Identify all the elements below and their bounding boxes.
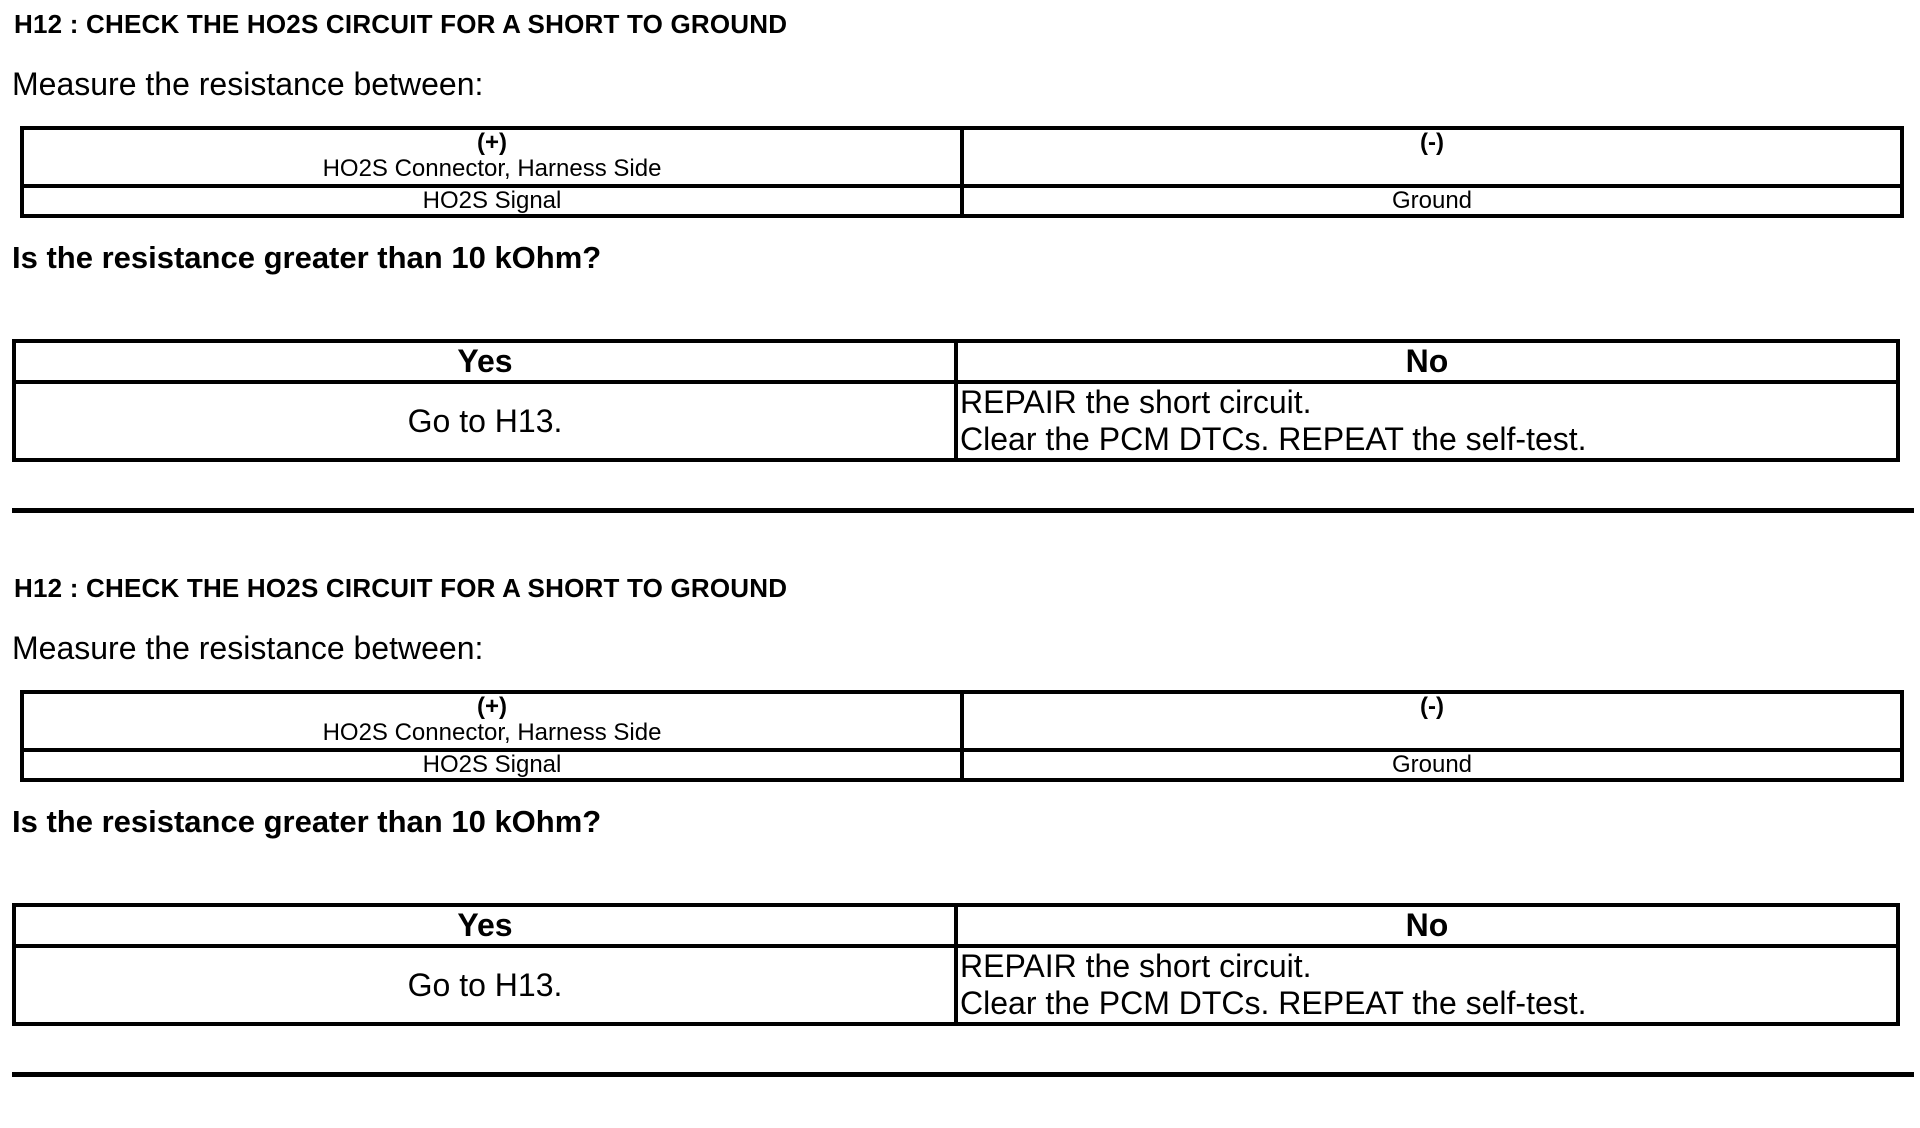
measurement-value-row xyxy=(22,186,1902,216)
measurement-header-row xyxy=(22,692,1902,750)
result-action-row xyxy=(14,382,1898,460)
instruction-text: Measure the resistance between: xyxy=(12,630,484,666)
section-divider xyxy=(12,1072,1914,1077)
step-section xyxy=(0,564,1920,1128)
plus-probe-value: HO2S Signal xyxy=(22,186,962,216)
measurement-table xyxy=(20,690,1904,782)
no-action-line: Clear the PCM DTCs. REPEAT the self-test. xyxy=(960,421,1587,457)
plus-probe-location: HO2S Connector, Harness Side xyxy=(322,155,662,182)
section-divider xyxy=(12,508,1914,513)
question-text: Is the resistance greater than 10 kOhm? xyxy=(12,804,602,839)
plus-probe-header xyxy=(22,128,962,186)
plus-probe-location: HO2S Connector, Harness Side xyxy=(322,719,662,746)
yes-action: Go to H13. xyxy=(14,382,956,460)
measurement-table xyxy=(20,126,1904,218)
minus-probe-header xyxy=(962,692,1902,750)
no-action-line: REPAIR the short circuit. xyxy=(960,948,1312,984)
result-table xyxy=(12,903,1900,1026)
result-action-row xyxy=(14,946,1898,1024)
minus-symbol: (-) xyxy=(1420,129,1444,156)
plus-probe-header xyxy=(22,692,962,750)
question-text: Is the resistance greater than 10 kOhm? xyxy=(12,240,602,275)
plus-symbol: (+) xyxy=(477,693,507,720)
step-title: H12 : CHECK THE HO2S CIRCUIT FOR A SHORT TO GROUND xyxy=(14,9,788,39)
result-table xyxy=(12,339,1900,462)
measurement-header-row xyxy=(22,128,1902,186)
result-header-row xyxy=(14,341,1898,382)
minus-probe-value: Ground xyxy=(962,750,1902,780)
minus-symbol: (-) xyxy=(1420,693,1444,720)
step-title: H12 : CHECK THE HO2S CIRCUIT FOR A SHORT TO GROUND xyxy=(14,573,788,603)
no-action xyxy=(956,946,1898,1024)
no-action xyxy=(956,382,1898,460)
yes-header: Yes xyxy=(14,905,956,946)
measurement-value-row xyxy=(22,750,1902,780)
yes-header: Yes xyxy=(14,341,956,382)
instruction-text: Measure the resistance between: xyxy=(12,66,484,102)
yes-action: Go to H13. xyxy=(14,946,956,1024)
no-action-line: Clear the PCM DTCs. REPEAT the self-test. xyxy=(960,985,1587,1021)
plus-symbol: (+) xyxy=(477,129,507,156)
no-header: No xyxy=(956,905,1898,946)
no-header: No xyxy=(956,341,1898,382)
no-action-line: REPAIR the short circuit. xyxy=(960,384,1312,420)
minus-probe-header xyxy=(962,128,1902,186)
plus-probe-value: HO2S Signal xyxy=(22,750,962,780)
minus-probe-value: Ground xyxy=(962,186,1902,216)
result-header-row xyxy=(14,905,1898,946)
